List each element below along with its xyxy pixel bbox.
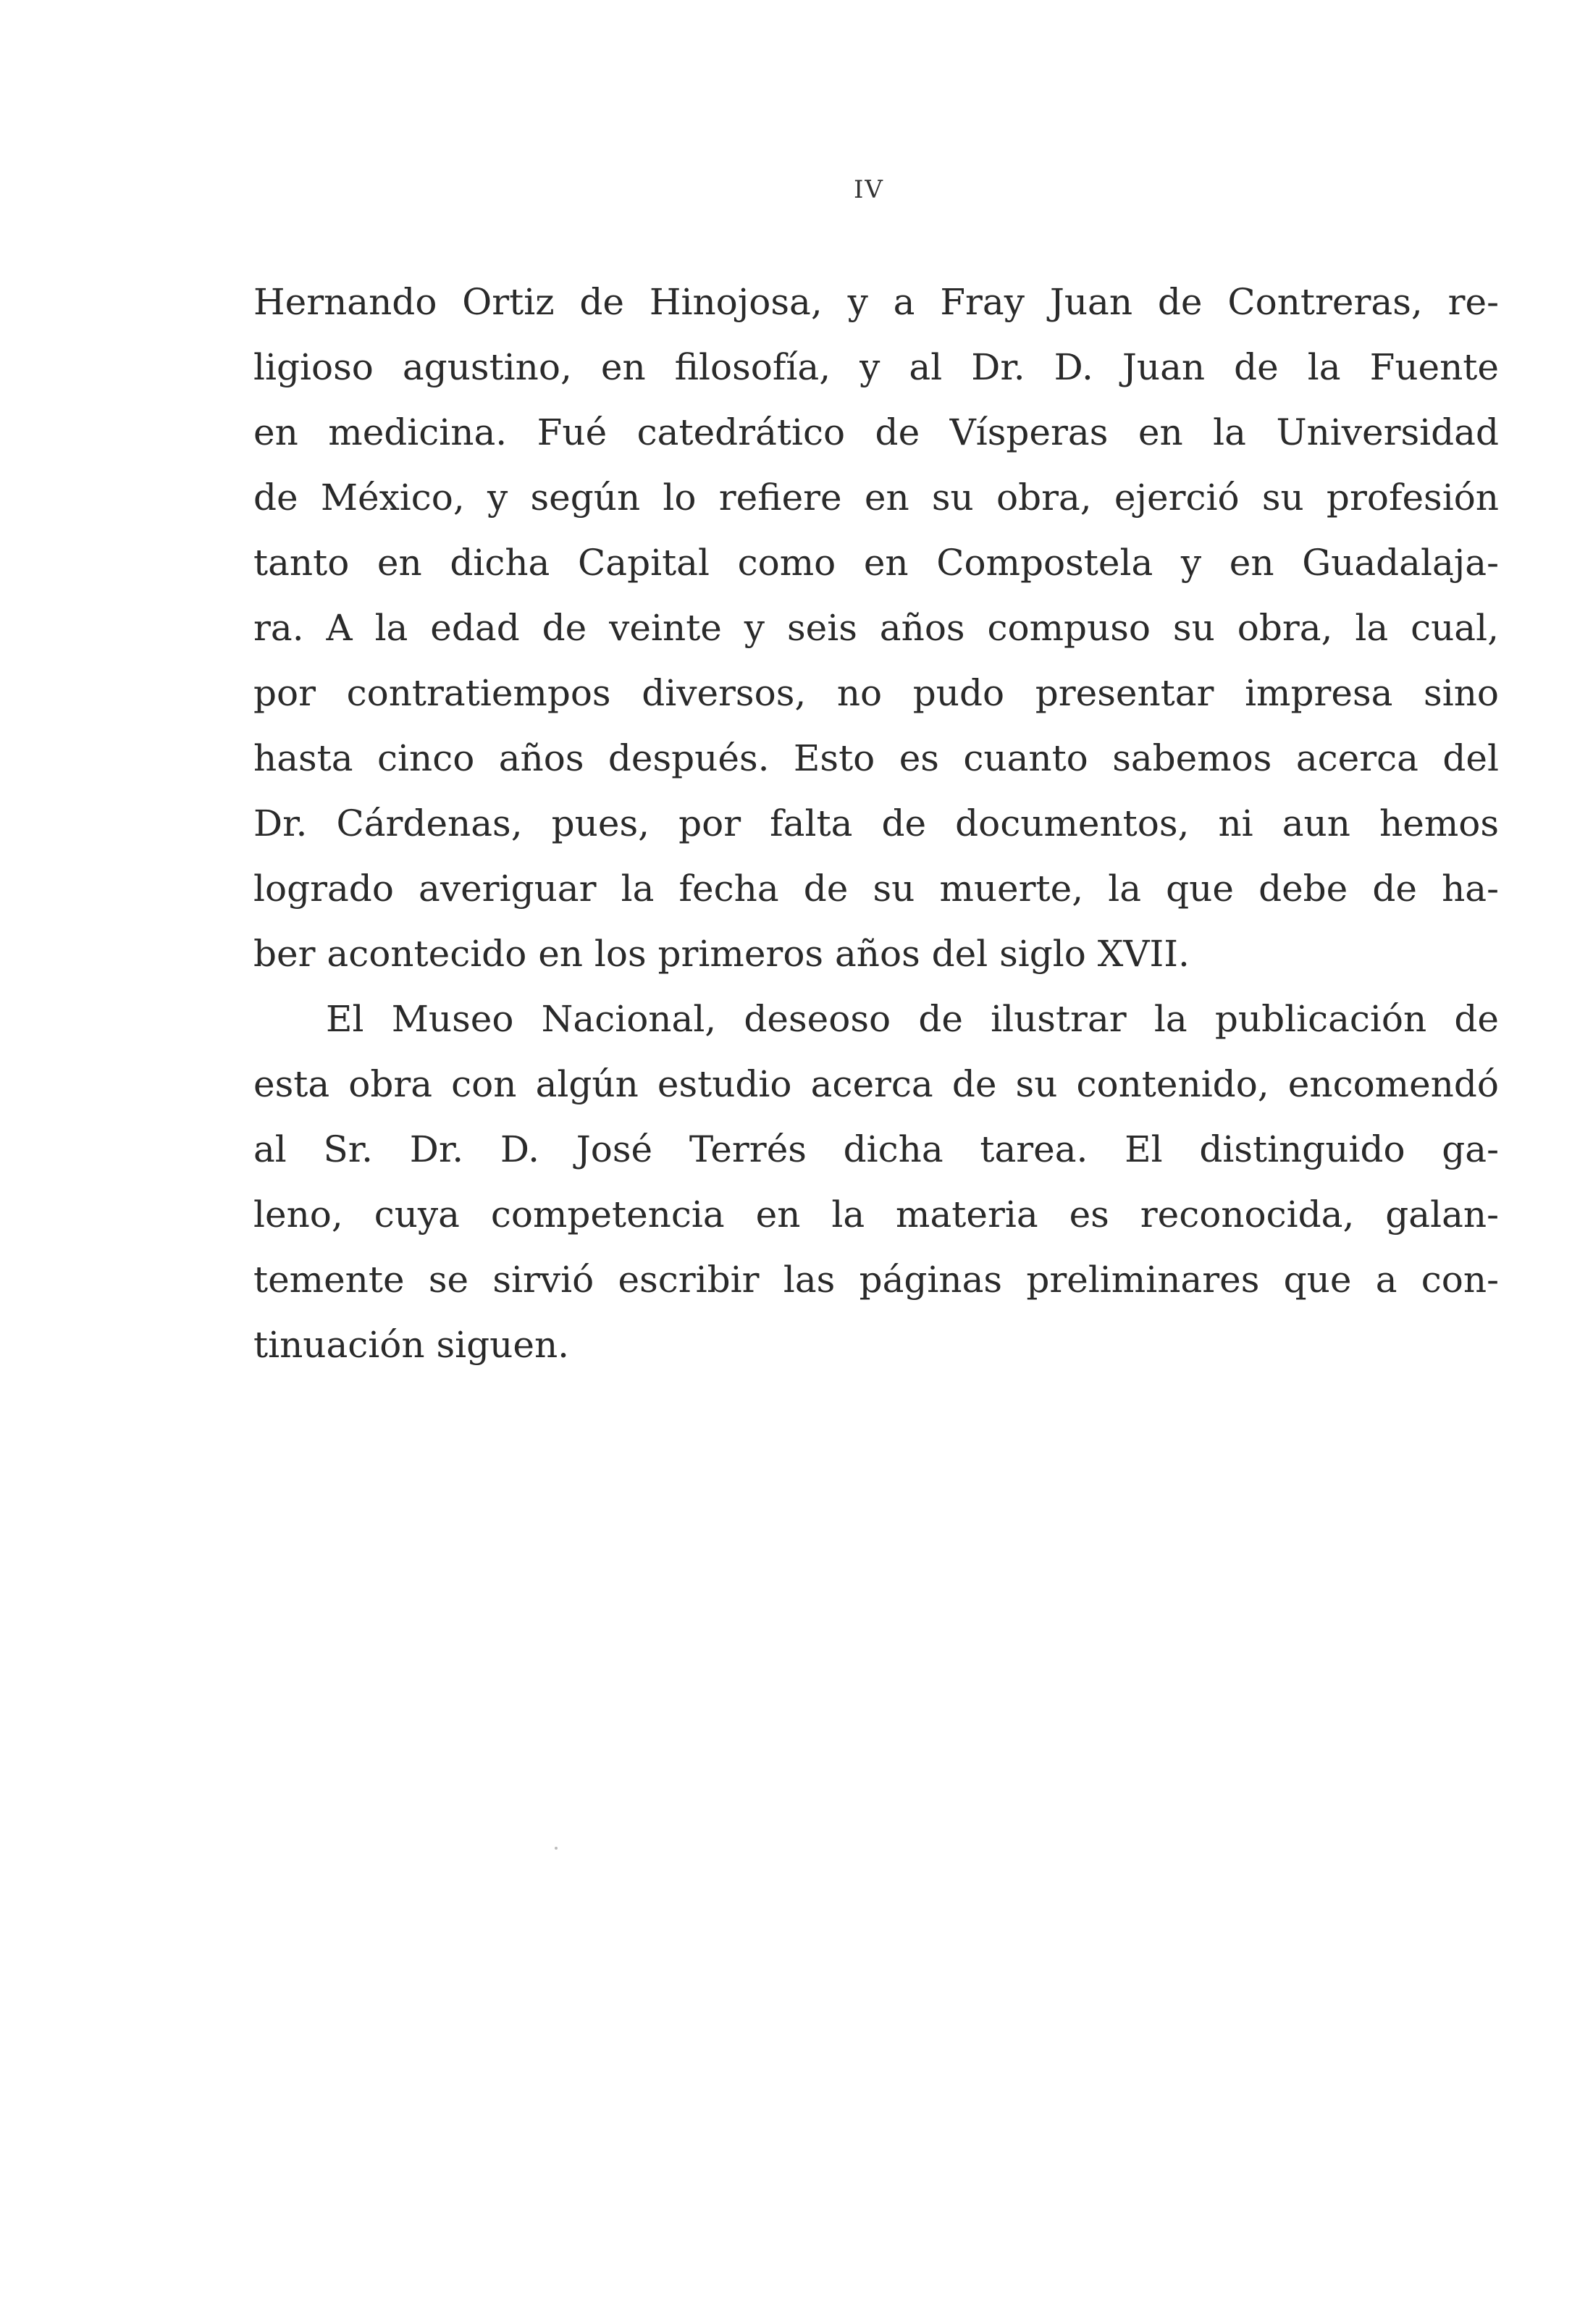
text-line: logrado averiguar la fecha de su muerte, la que debe de ha- xyxy=(253,868,1499,910)
text-line: El Museo Nacional, deseoso de ilustrar la publicación de xyxy=(326,998,1499,1040)
text-line: tanto en dicha Capital como en Compostela y en Guadalaja- xyxy=(253,542,1499,584)
text-line: ligioso agustino, en filosofía, y al Dr. D. Juan de la Fuente xyxy=(253,346,1499,388)
text-line: ber acontecido en los primeros años del siglo XVII. xyxy=(253,933,1190,975)
body-text xyxy=(253,269,1499,1377)
text-line: al Sr. Dr. D. José Terrés dicha tarea. El distinguido ga- xyxy=(253,1128,1499,1170)
text-line: hasta cinco años después. Esto es cuanto sabemos acerca del xyxy=(253,737,1499,779)
text-line: esta obra con algún estudio acerca de su contenido, encomendó xyxy=(253,1063,1499,1105)
text-line: ra. A la edad de veinte y seis años compuso su obra, la cual, xyxy=(253,607,1499,649)
paper-speck xyxy=(555,1847,558,1850)
paragraph-1 xyxy=(253,269,1499,986)
text-line: temente se sirvió escribir las páginas preliminares que a con- xyxy=(253,1259,1499,1301)
text-line: de México, y según lo refiere en su obra, ejerció su profesión xyxy=(253,477,1499,519)
paragraph-2 xyxy=(253,986,1499,1377)
page-number: IV xyxy=(854,175,884,204)
text-line: leno, cuya competencia en la materia es reconocida, galan- xyxy=(253,1194,1499,1236)
text-line: Dr. Cárdenas, pues, por falta de documentos, ni aun hemos xyxy=(253,802,1499,844)
text-line: tinuación siguen. xyxy=(253,1324,570,1366)
text-line: por contratiempos diversos, no pudo presentar impresa sino xyxy=(253,672,1499,714)
text-line: en medicina. Fué catedrático de Vísperas en la Universidad xyxy=(253,411,1499,453)
text-line: Hernando Ortiz de Hinojosa, y a Fray Juan de Contreras, re- xyxy=(253,281,1499,323)
